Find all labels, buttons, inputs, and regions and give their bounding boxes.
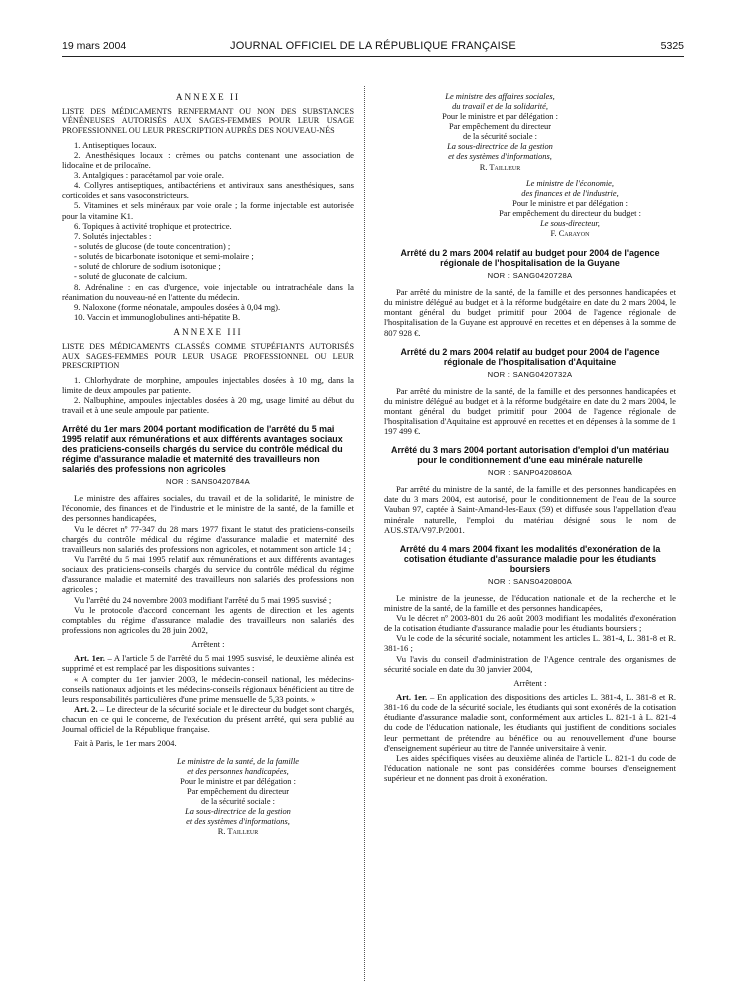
list-item: 6. Topiques à activité trophique et protectrice. [74,220,232,231]
journal-title: JOURNAL OFFICIEL DE LA RÉPUBLIQUE FRANÇAISE [230,40,516,52]
article-text: – A l'article 5 de l'arrêté du 5 mai 1995 susvisé, le deuxième alinéa est supprimé et est remplacé par les dispositions suivantes : [62,653,354,674]
article-1 [384,692,676,753]
signature-block [384,92,616,173]
list-item: 7. Solutés injectables : [74,230,152,241]
annex-2-list [62,140,354,323]
signature-line: et des personnes handicapées, [187,766,289,776]
list-item: 3. Antalgiques : paracétamol par voie orale. [74,170,224,181]
page-header [62,40,684,56]
list-item: - soluté de gluconate de calcium. [74,271,188,282]
list-item: 9. Naloxone (forme néonatale, ampoules dosées à 0,04 mg). [74,301,281,312]
issue-date: 19 mars 2004 [62,40,127,52]
right-column [384,92,676,783]
signature-line: Le ministre des affaires sociales, [445,92,555,101]
signature-line: de la sécurité sociale : [463,132,537,142]
list-item: 1. Chlorhydrate de morphine, ampoules injectables dosées à 10 mg, dans la limite de deux ampoules par patiente. [62,374,354,395]
signature-block [464,179,676,239]
signature-line: de la sécurité sociale : [201,796,275,806]
arretent-label: Arrêtent : [513,677,547,688]
signature-block [122,757,354,838]
article-2 [62,704,354,734]
signature-line: La sous-directrice de la gestion [185,806,291,816]
signature-line: Pour le ministre et par délégation : [442,112,558,122]
signature-line: Par empêchement du directeur [186,786,290,796]
article-label: Art. 1er. [74,653,105,664]
list-item: - soluté de chlorure de sodium isotonique ; [74,261,221,272]
paragraph: Vu l'arrêté du 24 novembre 2003 modifiant l'arrêté du 5 mai 1995 susvisé ; [74,594,332,605]
list-item: 8. Adrénaline : en cas d'urgence, voie injectable ou intratrachéale dans la réanimation du nouveau-né en l'attente du médecin. [62,281,354,302]
column-divider [364,86,365,981]
signature-line: des finances et de l'industrie, [521,188,619,198]
signatory-name: R. Tailleur [479,162,521,172]
article-text: – En application des dispositions des articles L. 381-4, L. 381-8 et R. 381-16 du code de la sécurité sociale, les étudiants qui sont exonérés de la cotisation étudiante d'assurance maladie sont, conformément aux articles L. 821-1 à L. 821-4 du code de l'éducation nationale, les étudiants qui justifient de conditions sociales leur permettant de prétendre au bénéfice ou au renouvellement d'une bourse d'enseignement supérieur au titre de l'année universitaire à venir. [384,692,676,753]
article-label: Art. 2. [74,703,98,714]
article-1 [62,653,354,673]
paragraph: Vu l'arrêté du 5 mai 1995 relatif aux rémunérations et aux différents avantages sociaux des praticiens-conseils chargés du service du contrôle médical du régime d'assurance maladie et maternité des travailleurs non salariés des professions non agricoles ; [62,554,354,595]
article-1-quote: « A compter du 1er janvier 2003, le médecin-conseil national, les médecins-conseils nationaux adjoints et les médecins-conseils régionaux bénéficient au titre de leurs responsabilités particulières d'une prime mensuelle de 5,33 points. » [62,673,354,704]
paragraph: Le ministre de la jeunesse, de l'éducation nationale et de la recherche et le ministre de la santé, de la famille et des personnes handicapées, [384,592,676,613]
nor-reference: NOR : SANS0420800A [488,576,572,586]
paragraph: Les aides spécifiques visées au deuxième alinéa de l'article L. 821-1 du code de l'éducation nationale ne sont pas considérées comme bourses d'enseignement supérieur et ne donnent pas droit à exonération. [384,752,676,784]
signature-line: du travail et de la solidarité, [452,102,548,112]
left-column [62,92,354,841]
paragraph: Vu le décret nº 2003-801 du 26 août 2003 modifiant les modalités d'exonération de la cotisation étudiante d'assurance maladie pour les étudiants boursiers ; [384,613,676,634]
list-item: 1. Antiseptiques locaux. [74,139,157,150]
signature-line: et des systèmes d'informations, [448,152,552,162]
list-item: - solutés de glucose (de toute concentration) ; [74,241,231,252]
arretent-label: Arrêtent : [191,639,225,650]
nor-reference: NOR : SANG0420732A [487,369,573,379]
arrete-title: Arrêté du 2 mars 2004 relatif au budget pour 2004 de l'agence régionale de l'hospitalisation de la Guyane [400,248,660,269]
list-item: - solutés de bicarbonate isotonique et semi-molaire ; [74,251,254,262]
signatory-name: F. Carayon [550,229,590,239]
list-item: 10. Vaccin et immunoglobulines anti-hépatite B. [74,312,241,323]
list-item: 5. Vitamines et sels minéraux par voie orale ; la forme injectable est autorisée pour la vitamine K1. [62,200,354,221]
signature-line: La sous-directrice de la gestion [447,142,553,152]
paragraph: Le ministre des affaires sociales, du travail et de la solidarité, le ministre de l'économie, des finances et de l'industrie et le ministre de la santé, de la famille et des personnes handicapées, [62,493,354,524]
arrete-title: Arrêté du 2 mars 2004 relatif au budget pour 2004 de l'agence régionale de l'hospitalisation d'Aquitaine [400,346,660,367]
header-rule [62,56,684,57]
fait-a-paris: Fait à Paris, le 1er mars 2004. [74,738,177,749]
signature-line: Par empêchement du directeur [448,122,552,132]
signature-line: Le ministre de l'économie, [525,178,614,188]
signature-line: Par empêchement du directeur du budget : [499,208,641,218]
arrete-title: Arrêté du 3 mars 2004 portant autorisation d'emploi d'un matériau pour le conditionnement d'une eau minérale naturelle [391,445,669,466]
article-label: Art. 1er. [396,692,428,702]
signature-line: Pour le ministre et par délégation : [512,198,628,208]
annex-3-heading: ANNEXE III [173,327,243,338]
nor-reference: NOR : SANG0420728A [487,271,573,281]
paragraph: Vu l'avis du conseil d'administration de l'Agence centrale des organismes de sécurité sociale en date du 30 janvier 2004, [384,653,676,674]
paragraph: Par arrêté du ministre de la santé, de la famille et des personnes handicapées en date du 3 mars 2004, est autorisé, pour le conditionnement de l'eau de la source Vauban 97, captée à Saint-Amand-les-Eaux (59) et diffusée sous l'appellation d'eau minérale naturelle, l'emploi du matériau désigné sous le nom de AUS.STA/V97.P/2001. [384,484,676,535]
signature-line: Le sous-directeur, [540,218,600,228]
paragraph: Par arrêté du ministre de la santé, de la famille et des personnes handicapées et du ministre délégué au budget et à la réforme budgétaire en date du 2 mars 2004, le montant général du budget primitif pour 2004 de l'agence régionale de l'hospitalisation d'Aquitaine est approuvé en recettes et en dépenses à la somme de 1 197 499 €. [384,385,676,437]
list-item: 4. Collyres antiseptiques, antibactériens et antiviraux sans anesthésiques, sans corticoïdes et sans vasoconstricteurs. [62,180,354,201]
article-text: – Le directeur de la sécurité sociale et le directeur du budget sont chargés, chacun en ce qui le concerne, de l'exécution du présent arrêté, qui sera publié au Journal officiel de la République française. [62,703,355,735]
annex-3-list [62,375,354,416]
annex-3-title: LISTE DES MÉDICAMENTS CLASSÉS COMME STUPÉFIANTS AUTORISÉS AUX SAGES-FEMMES POUR LEUR USAGE PROFESSIONNEL OU LEUR PRESCRIPTION [62,342,354,371]
annex-2-heading: ANNEXE II [175,92,241,102]
arrete-title: Arrêté du 4 mars 2004 fixant les modalités d'exonération de la cotisation étudiante d'assurance maladie pour les étudiants boursiers [399,543,661,574]
signature-line: Pour le ministre et par délégation : [180,776,296,786]
nor-reference: NOR : SANP0420860A [488,468,572,478]
signature-line: et des systèmes d'informations, [186,817,290,827]
paragraph: Vu le code de la sécurité sociale, notamment les articles L. 381-4, L. 381-8 et R. 381-16 ; [384,633,676,654]
paragraph: Par arrêté du ministre de la santé, de la famille et des personnes handicapées et du ministre délégué au budget et à la réforme budgétaire en date du 2 mars 2004, le montant général du budget primitif pour 2004 de l'agence régionale de l'hospitalisation de la Guyane est approuvé en recettes et en dépenses à la somme de 807 928 €. [384,286,676,338]
paragraph: Vu le protocole d'accord concernant les agents de direction et les agents comptables du régime d'assurance maladie des travailleurs non salariés des professions non agricoles du 28 juin 2002, [62,604,354,635]
list-item: 2. Anesthésiques locaux : crèmes ou patchs contenant une association de lidocaïne et de prilocaïne. [62,149,354,170]
paragraph: Vu le décret nº 77-347 du 28 mars 1977 fixant le statut des praticiens-conseils chargés du contrôle médical du régime d'assurance maladie et maternité des travailleurs non salariés des professions non agricoles, et notamment son article 14 ; [62,523,354,554]
list-item: 2. Nalbuphine, ampoules injectables dosées à 20 mg, usage limité au début du travail et à une seule ampoule par patiente. [62,395,354,416]
annex-2-title: LISTE DES MÉDICAMENTS RENFERMANT OU NON DES SUBSTANCES VÉNÉNEUSES AUTORISÉS AUX SAGES-FEMMES POUR LEUR USAGE PROFESSIONNEL OU LEUR PRESCRIPTION AUPRÈS DES NOUVEAU-NÉS [62,106,354,136]
arrete-title: Arrêté du 1er mars 2004 portant modification de l'arrêté du 5 mai 1995 relatif aux rémunérations et aux différents avantages sociaux des praticiens-conseils chargés du service du contrôle médical du régime d'assurance maladie et maternité des travailleurs non salariés des professions non agricoles [62,424,343,475]
nor-reference: NOR : SANS0420784A [166,477,250,487]
signature-line: Le ministre de la santé, de la famille [176,756,300,766]
page-number: 5325 [660,40,684,52]
signatory-name: R. Tailleur [217,827,259,837]
